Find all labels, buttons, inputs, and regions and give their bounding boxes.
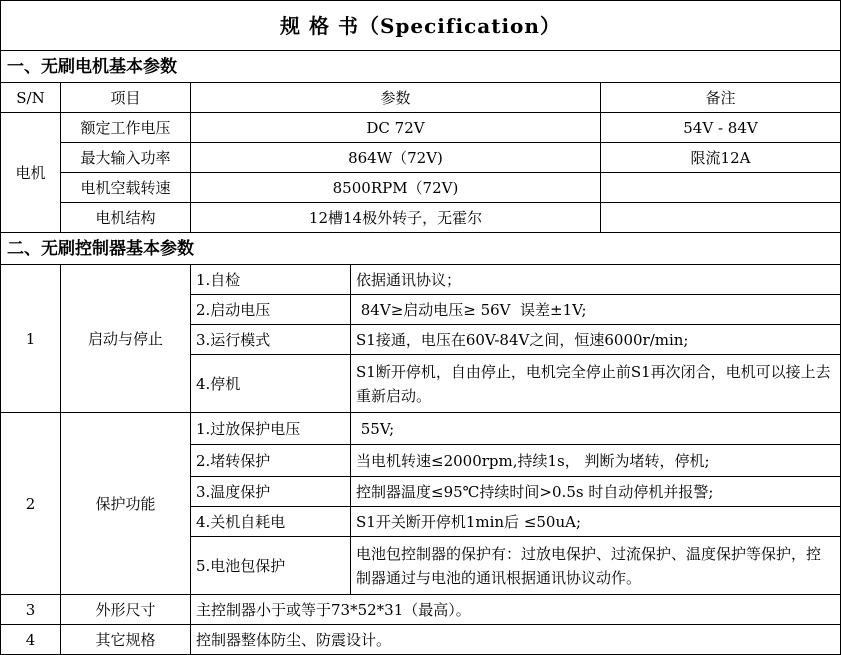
spec-value: S1开关断开停机1min后 ≤50uA; <box>351 507 840 537</box>
group-sn: 1 <box>1 265 61 413</box>
header-sn: S/N <box>1 83 61 113</box>
group-sn: 3 <box>1 595 61 625</box>
spec-value: 当电机转速≤2000rpm,持续1s， 判断为堵转，停机; <box>351 445 840 477</box>
spec-value: S1断开停机，自由停止，电机完全停止前S1再次闭合，电机可以接上去重新启动。 <box>351 355 840 413</box>
motor-note: 限流12A <box>601 143 840 173</box>
spec-value: 84V≥启动电压≥ 56V 误差±1V; <box>351 295 840 325</box>
spec-label: 2.堵转保护 <box>191 445 351 477</box>
group-sn: 2 <box>1 413 61 595</box>
spec-value: 控制器温度≤95℃持续时间>0.5s 时自动停机并报警; <box>351 477 840 507</box>
header-item: 项目 <box>61 83 191 113</box>
spec-value: 电池包控制器的保护有：过放电保护、过流保护、温度保护等保护，控制器通过与电池的通讯根据通讯协议动作。 <box>351 537 840 595</box>
section1-heading: 一、无刷电机基本参数 <box>1 51 840 83</box>
spec-label: 4.关机自耗电 <box>191 507 351 537</box>
header-note: 备注 <box>601 83 840 113</box>
motor-item: 电机空载转速 <box>61 173 191 203</box>
motor-note <box>601 173 840 203</box>
spec-value: S1接通，电压在60V-84V之间，恒速6000r/min; <box>351 325 840 355</box>
header-param: 参数 <box>191 83 601 113</box>
motor-item: 最大输入功率 <box>61 143 191 173</box>
group-name: 启动与停止 <box>61 265 191 413</box>
group-sn: 4 <box>1 625 61 654</box>
spec-label: 4.停机 <box>191 355 351 413</box>
section2-heading: 二、无刷控制器基本参数 <box>1 233 840 265</box>
motor-group-label: 电机 <box>1 113 61 233</box>
group-name: 其它规格 <box>61 625 191 654</box>
motor-param: 12槽14极外转子，无霍尔 <box>191 203 601 233</box>
spec-label: 1.过放保护电压 <box>191 413 351 445</box>
sheet-title: 规 格 书（Specification） <box>1 1 840 51</box>
spec-label: 5.电池包保护 <box>191 537 351 595</box>
motor-item: 额定工作电压 <box>61 113 191 143</box>
spec-value: 55V; <box>351 413 840 445</box>
motor-param: 864W（72V) <box>191 143 601 173</box>
group-name: 保护功能 <box>61 413 191 595</box>
motor-note <box>601 203 840 233</box>
spec-label: 3.温度保护 <box>191 477 351 507</box>
motor-note: 54V - 84V <box>601 113 840 143</box>
motor-param: DC 72V <box>191 113 601 143</box>
group-name: 外形尺寸 <box>61 595 191 625</box>
spec-label: 3.运行模式 <box>191 325 351 355</box>
motor-param: 8500RPM（72V) <box>191 173 601 203</box>
spec-value: 主控制器小于或等于73*52*31（最高）。 <box>191 595 840 625</box>
spec-value: 依据通讯协议； <box>351 265 840 295</box>
spec-label: 1.自检 <box>191 265 351 295</box>
spec-label: 2.启动电压 <box>191 295 351 325</box>
motor-item: 电机结构 <box>61 203 191 233</box>
spec-value: 控制器整体防尘、防震设计。 <box>196 630 392 649</box>
